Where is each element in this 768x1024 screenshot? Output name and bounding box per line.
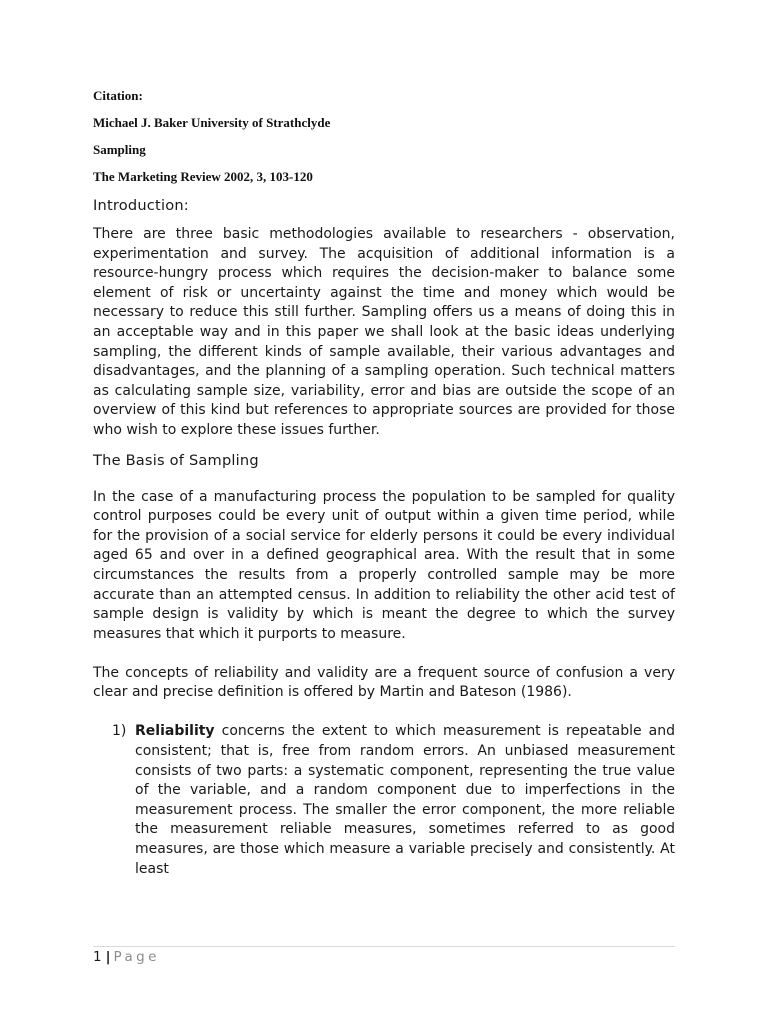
list-item [93, 722, 675, 879]
list-item-term: Reliability [135, 723, 215, 740]
list-item-number: 1) [112, 723, 127, 740]
citation-title: Sampling [93, 142, 146, 157]
introduction-heading: Introduction: [93, 197, 189, 214]
basis-of-sampling-heading: The Basis of Sampling [93, 451, 259, 469]
definition-list [93, 722, 675, 879]
document-page [93, 84, 675, 879]
footer-divider [93, 946, 675, 947]
page-label: Page [113, 949, 160, 965]
citation-label: Citation: [93, 88, 143, 103]
citation-author: Michael J. Baker University of Strathclyde [93, 115, 331, 130]
citation-journal: The Marketing Review 2002, 3, 103-120 [93, 169, 313, 184]
page-footer [93, 948, 160, 966]
basis-paragraph-2: The concepts of reliability and validity are a frequent source of confusion a very clear and precise definition is offered by Martin and Bateson (1986). [93, 664, 675, 701]
basis-paragraph-1: In the case of a manufacturing process the population to be sampled for quality control purposes could be every unit of output within a given time period, while for the provision of a social service for elderly persons it could be every individual aged 65 and over in a defined geographical area. With the result that in some circumstances the results from a properly controlled sample may be more accurate than an attempted census. In addition to reliability the other acid test of sample design is validity by which is meant the degree to which the survey measures that which it purports to measure. [93, 488, 675, 642]
footer-separator: | [105, 949, 111, 965]
list-item-text: concerns the extent to which measurement is repeatable and consistent; that is, free from random errors. An unbiased measurement consists of two parts: a systematic component, representing the true value of the variable, and a random component due to imperfections in the measurement process. The smaller the error component, the more reliable the measurement reliable measures, sometimes referred to as good measures, are those which measure a variable precisely and consistently. At least [135, 723, 675, 877]
page-number: 1 [93, 949, 102, 965]
introduction-paragraph: There are three basic methodologies available to researchers - observation, experimentation and survey. The acquisition of additional information is a resource-hungry process which requires the decision-maker to balance some element of risk or uncertainty against the time and money which would be necessary to reduce this still further. Sampling offers us a means of doing this in an acceptable way and in this paper we shall look at the basic ideas underlying sampling, the different kinds of sample available, their various advantages and disadvantages, and the planning of a sampling operation. Such technical matters as calculating sample size, variability, error and bias are outside the scope of an overview of this kind but references to appropriate sources are provided for those who wish to explore these issues further. [93, 226, 675, 438]
